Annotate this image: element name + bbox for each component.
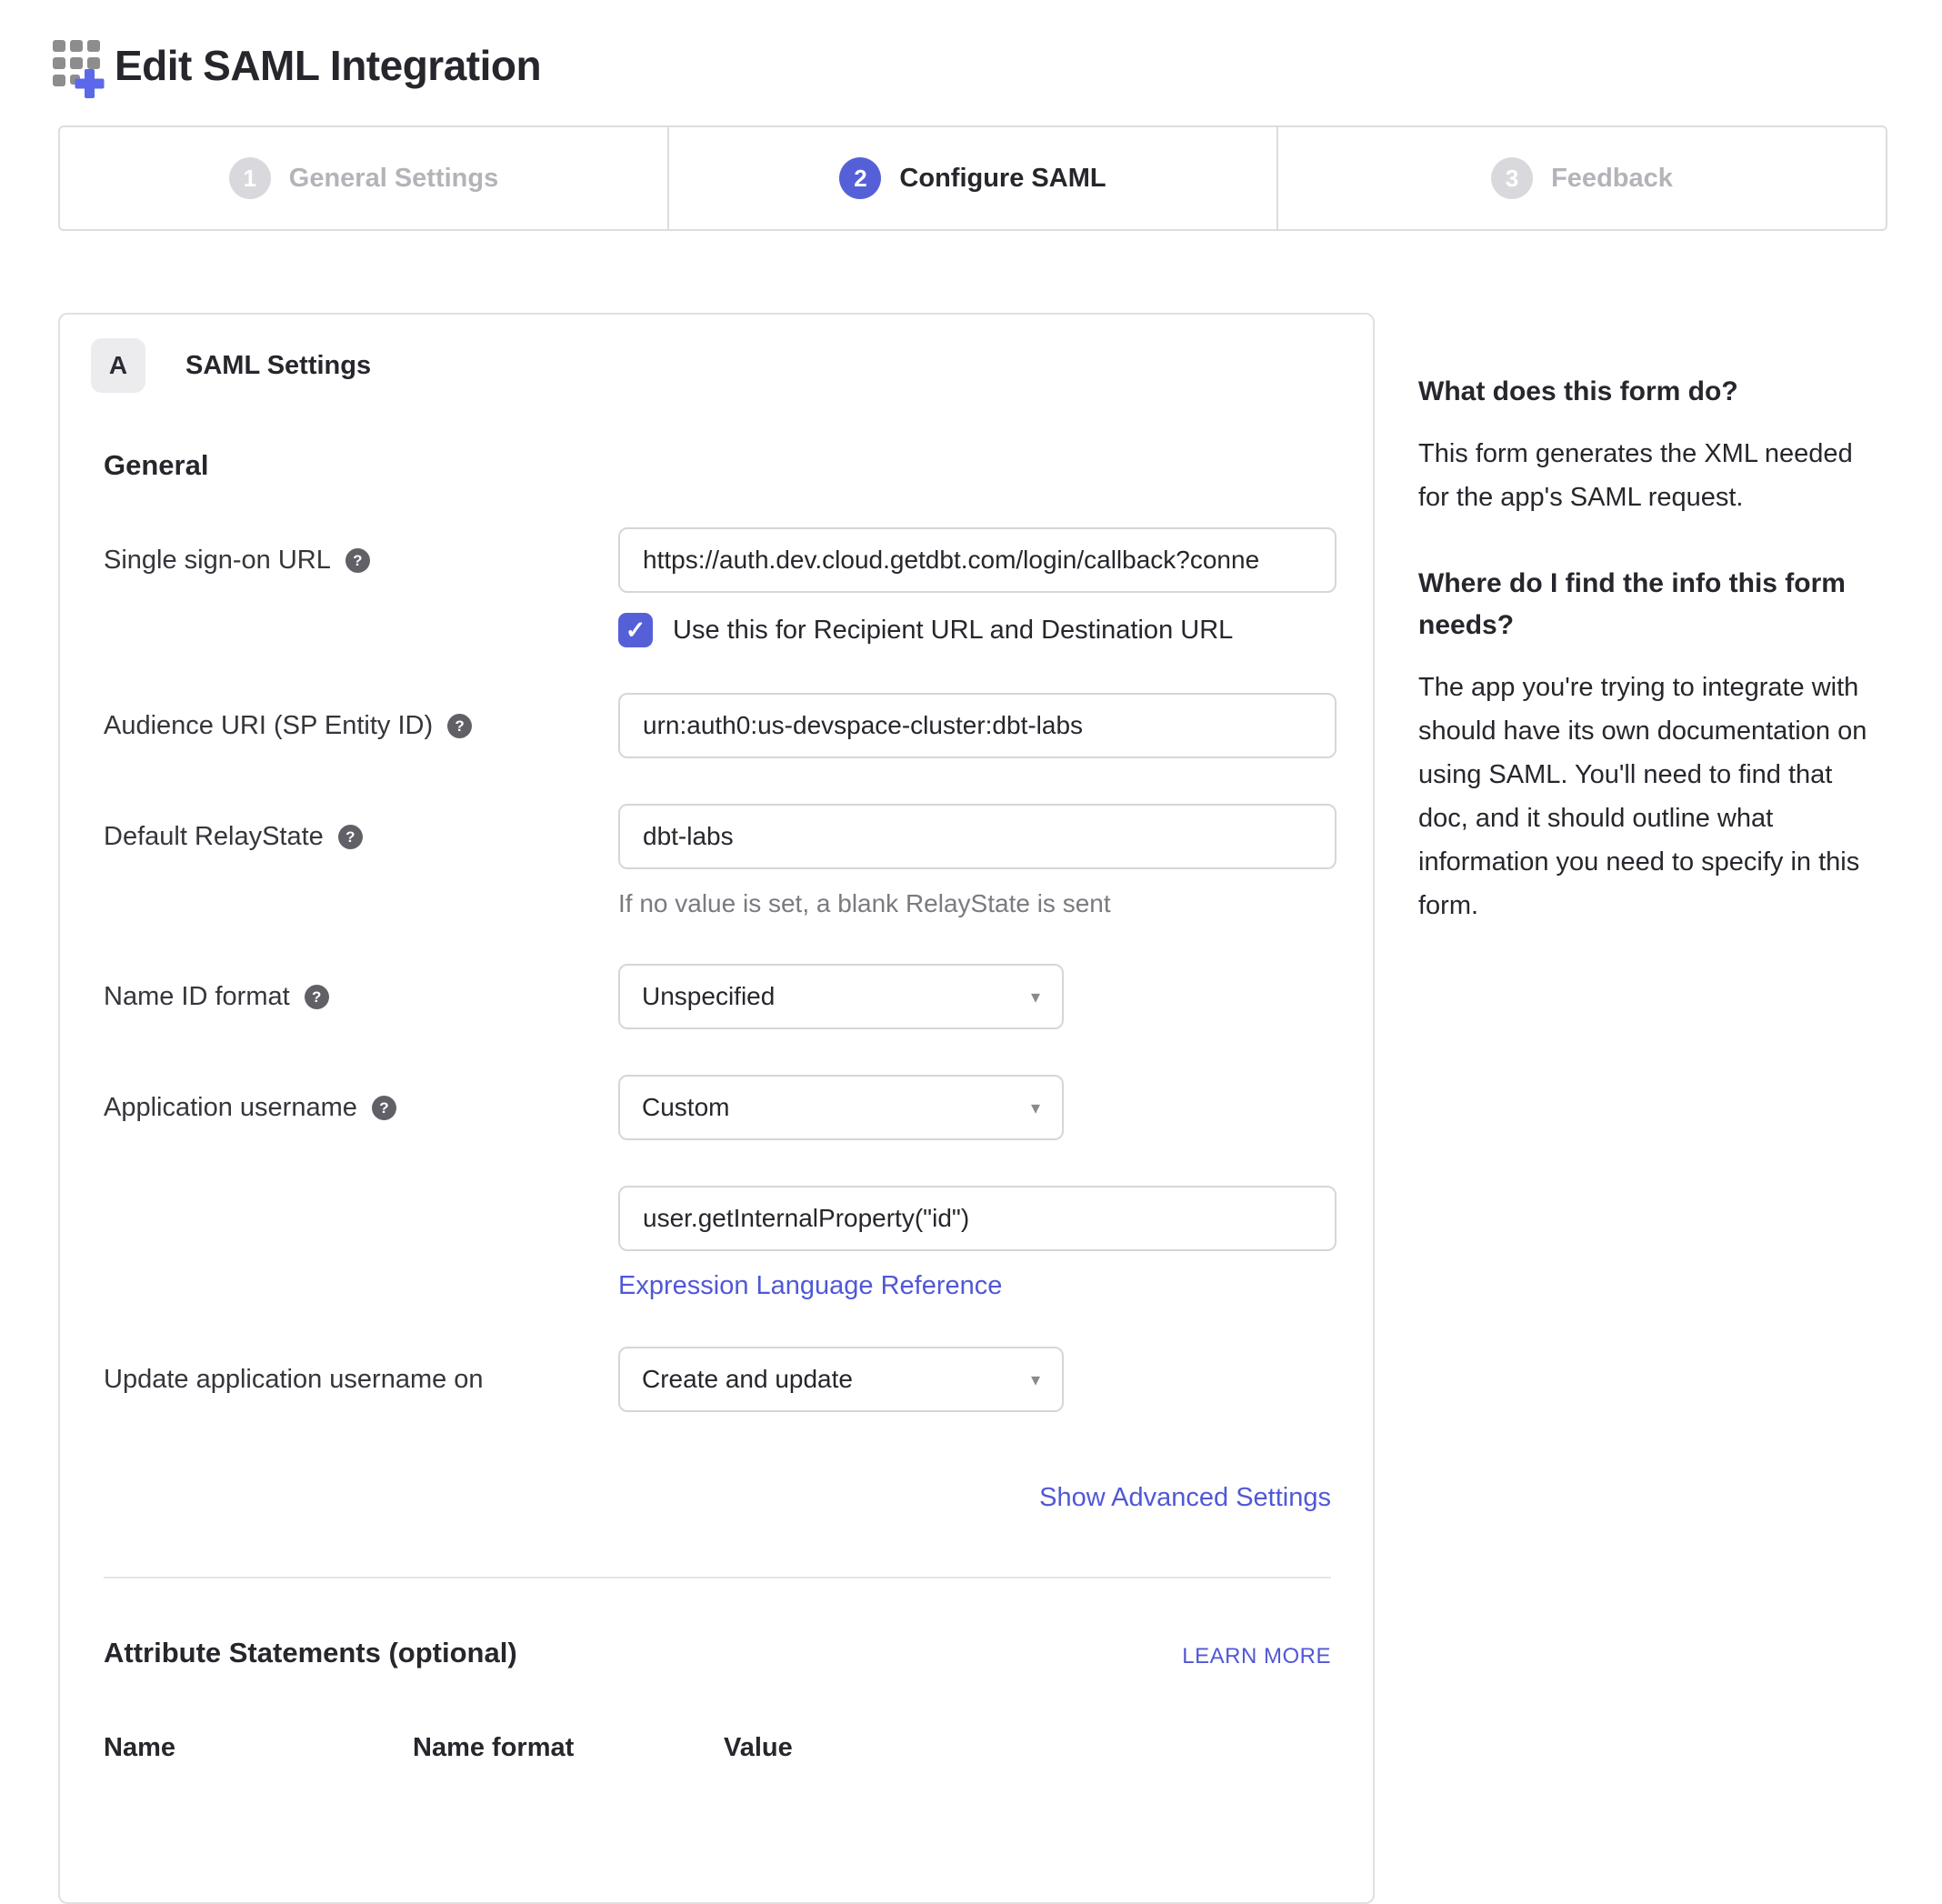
step-number-badge: 3: [1491, 157, 1533, 199]
update-app-username-row: [104, 1347, 1331, 1412]
column-header-value: Value: [724, 1733, 793, 1762]
section-divider: [104, 1577, 1331, 1578]
audience-uri-row: [104, 693, 1331, 758]
main-content: [58, 313, 1887, 1904]
update-app-username-select[interactable]: [618, 1347, 1064, 1412]
help-section: [1418, 563, 1887, 927]
help-icon[interactable]: ?: [305, 985, 329, 1009]
app-username-custom-input[interactable]: [618, 1186, 1336, 1251]
help-section: [1418, 371, 1887, 519]
chevron-down-icon: ▾: [1030, 1097, 1040, 1118]
attribute-statements-title: Attribute Statements (optional): [104, 1637, 517, 1669]
page-title: Edit SAML Integration: [115, 42, 542, 89]
update-app-username-value: Create and update: [642, 1365, 853, 1393]
wizard-step-general-settings[interactable]: [60, 127, 667, 229]
name-id-format-label: Name ID format: [104, 982, 290, 1011]
card-header: [91, 338, 1331, 393]
wizard-step-feedback[interactable]: [1276, 127, 1886, 229]
help-heading: What does this form do?: [1418, 376, 1738, 406]
help-heading: Where do I find the info this form needs?: [1418, 567, 1846, 640]
update-app-username-label: Update application username on: [104, 1365, 484, 1394]
attribute-statements-column-headers: [104, 1733, 1331, 1763]
name-id-format-row: [104, 964, 1331, 1029]
learn-more-link[interactable]: LEARN MORE: [1182, 1644, 1331, 1669]
audience-uri-input[interactable]: [618, 693, 1336, 758]
relay-state-row: [104, 804, 1331, 918]
help-icon[interactable]: ?: [338, 825, 363, 849]
audience-uri-label-wrap: [104, 693, 618, 741]
chevron-down-icon: ▾: [1030, 1369, 1040, 1390]
name-id-format-label-wrap: [104, 964, 618, 1012]
chevron-down-icon: ▾: [1030, 987, 1040, 1007]
app-username-label-wrap: [104, 1075, 618, 1123]
help-icon[interactable]: ?: [447, 714, 472, 738]
expression-language-reference-link[interactable]: Expression Language Reference: [618, 1271, 1003, 1300]
card-title: SAML Settings: [185, 350, 372, 380]
step-label: Configure SAML: [899, 163, 1106, 193]
saml-settings-card: [58, 313, 1375, 1904]
page-header: [53, 33, 1887, 98]
saml-app-grid-icon: [53, 33, 109, 98]
step-label: Feedback: [1551, 163, 1673, 193]
recipient-url-checkbox-row: [618, 613, 1336, 647]
help-body: This form generates the XML needed for the app's SAML request.: [1418, 438, 1853, 512]
help-body: The app you're trying to integrate with should have its own documentation on using SAML. You'll need to find that doc, and it should outline what information you need to specify in this form.: [1418, 672, 1867, 920]
sso-url-row: [104, 527, 1331, 647]
general-section-title: General: [104, 449, 209, 481]
relay-state-label: Default RelayState: [104, 822, 324, 851]
app-username-row: [104, 1075, 1331, 1301]
app-username-label: Application username: [104, 1093, 357, 1122]
name-id-format-value: Unspecified: [642, 982, 776, 1010]
relay-state-hint: If no value is set, a blank RelayState is sent: [618, 889, 1111, 917]
sso-url-label: Single sign-on URL: [104, 546, 331, 575]
wizard-steps: [58, 125, 1887, 231]
help-icon[interactable]: ?: [372, 1096, 396, 1120]
step-label: General Settings: [288, 163, 499, 193]
sso-url-label-wrap: [104, 527, 618, 576]
recipient-url-checkbox-label: Use this for Recipient URL and Destination URL: [673, 615, 1234, 645]
sso-url-input[interactable]: [618, 527, 1336, 593]
relay-state-label-wrap: [104, 804, 618, 852]
show-advanced-settings-link[interactable]: Show Advanced Settings: [1039, 1483, 1331, 1512]
relay-state-input[interactable]: [618, 804, 1336, 869]
checked-checkbox-icon[interactable]: ✓: [618, 613, 653, 647]
wizard-step-configure-saml[interactable]: [667, 127, 1276, 229]
audience-uri-label: Audience URI (SP Entity ID): [104, 711, 434, 740]
app-username-select[interactable]: [618, 1075, 1064, 1140]
help-icon[interactable]: ?: [345, 548, 370, 573]
step-number-badge: 2: [839, 157, 881, 199]
step-number-badge: 1: [229, 157, 271, 199]
update-app-username-label-wrap: [104, 1347, 618, 1395]
attribute-statements-header: [104, 1637, 1331, 1669]
column-header-name: Name: [104, 1733, 175, 1762]
name-id-format-select[interactable]: [618, 964, 1064, 1029]
app-username-value: Custom: [642, 1093, 730, 1121]
section-a-badge: A: [91, 338, 145, 393]
column-header-name-format: Name format: [413, 1733, 575, 1762]
help-sidebar: [1418, 313, 1887, 971]
